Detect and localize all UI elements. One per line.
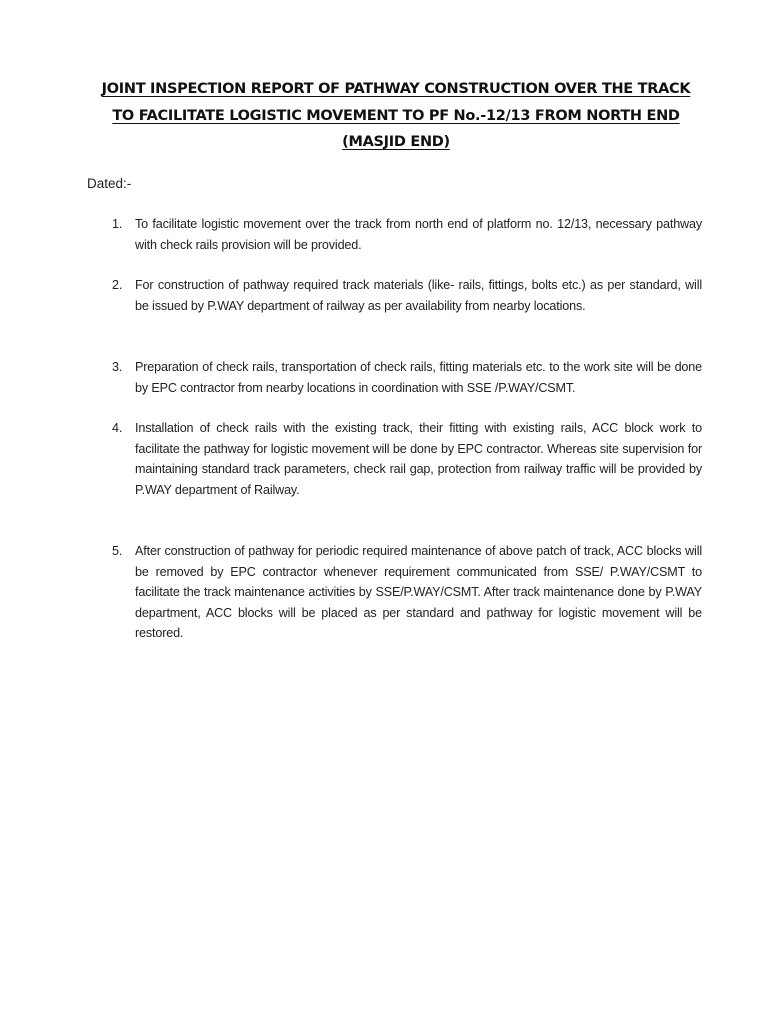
list-item-number: 4.	[112, 421, 123, 435]
list-item-3	[112, 357, 702, 398]
list-item-4	[112, 418, 702, 500]
list-item-5	[112, 541, 702, 644]
list-item-text: To facilitate logistic movement over the track from north end of platform no. 12/13, necessary pathway with check rails provision will be provided.	[135, 217, 702, 252]
list-item-text: For construction of pathway required track materials (like- rails, fittings, bolts etc.) as per standard, will be issued by P.WAY department of railway as per availability from nearby locations.	[135, 278, 702, 313]
list-item-text: After construction of pathway for periodic required maintenance of above patch of track, ACC blocks will be removed by EPC contractor whenever requirement communicated from SSE/ P.WAY/CSMT to facilitate the track maintenance activities by SSE/P.WAY/CSMT. After track maintenance done by P.WAY department, ACC blocks will be placed as per standard and pathway for logistic movement will be restored.	[135, 544, 702, 641]
list-item-2	[112, 275, 702, 316]
document-title: JOINT INSPECTION REPORT OF PATHWAY CONSTRUCTION OVER THE TRACK TO FACILITATE LOGISTIC MOVEMENT TO PF No.-12/13 FROM NORTH END (MASJID END)	[101, 81, 691, 150]
list-item-text: Installation of check rails with the existing track, their fitting with existing rails, ACC block work to facilitate the pathway for logistic movement will be done by EPC contractor. Whereas site supervision for maintaining standard track parameters, check rail gap, protection from railway traffic will be provided by P.WAY department of Railway.	[135, 421, 702, 497]
list-item-number: 3.	[112, 360, 123, 374]
list-item-number: 5.	[112, 544, 123, 558]
list-item-text: Preparation of check rails, transportation of check rails, fitting materials etc. to the work site will be done by EPC contractor from nearby locations in coordination with SSE /P.WAY/CSMT.	[135, 360, 702, 395]
list-item-number: 1.	[112, 217, 123, 231]
dated-label: Dated:-	[87, 176, 132, 191]
list-item-number: 2.	[112, 278, 123, 292]
list-item-1	[112, 214, 702, 255]
